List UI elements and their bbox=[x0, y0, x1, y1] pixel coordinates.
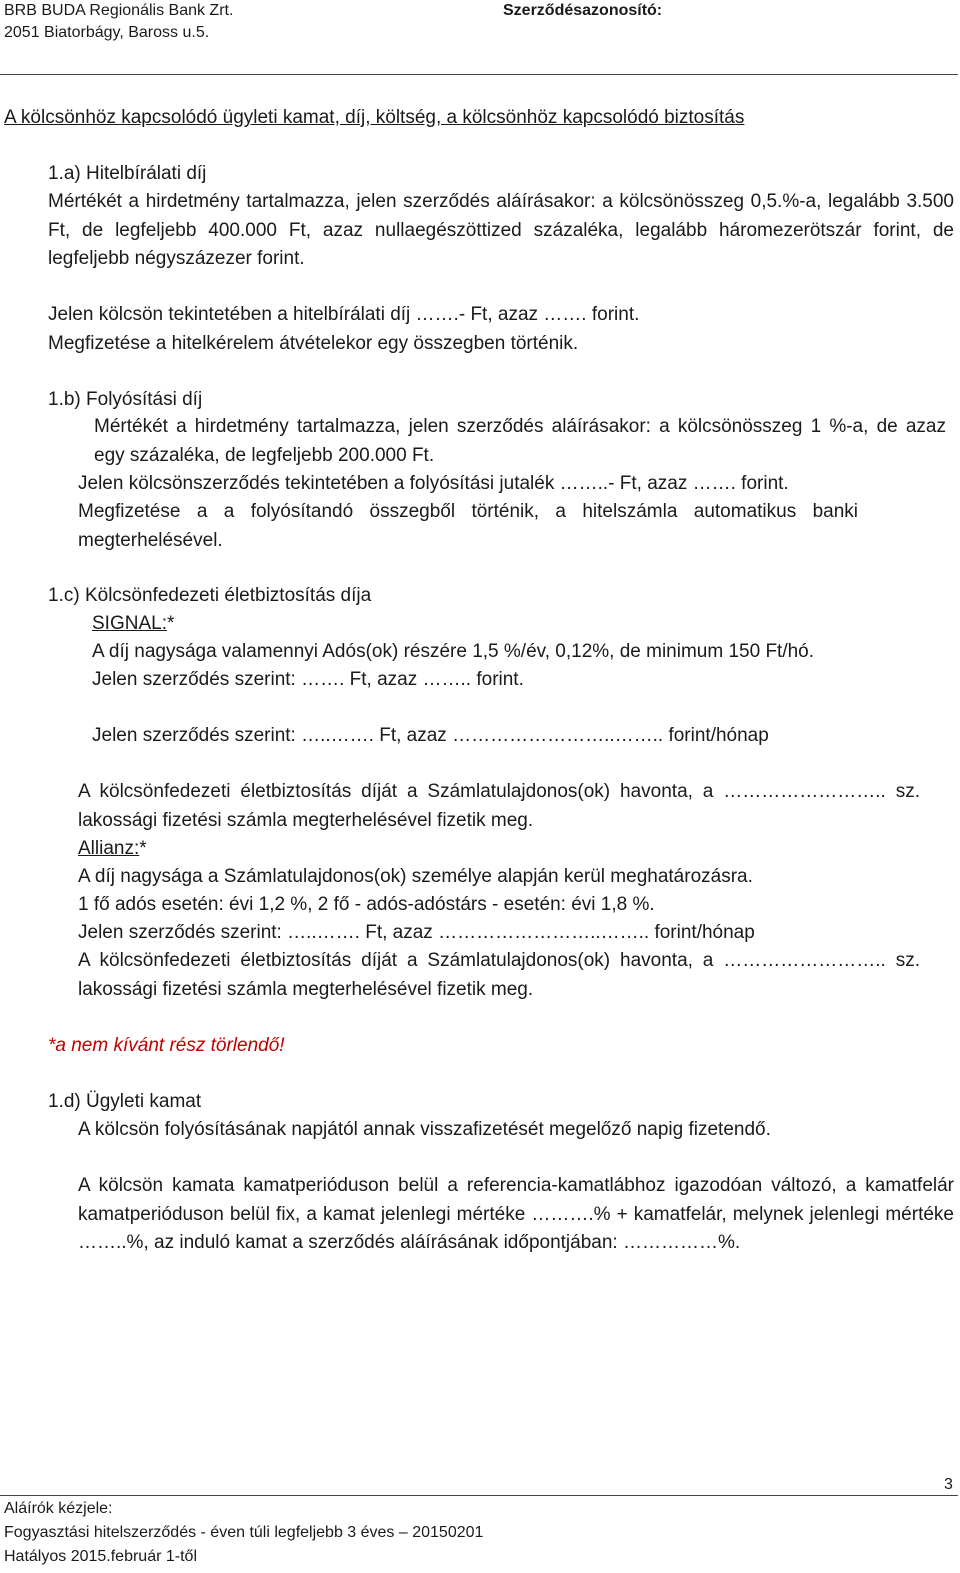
signal-contract-1: Jelen szerződés szerint: ……. Ft, azaz …….. forint. bbox=[92, 669, 524, 690]
signal-contract-2: Jelen szerződés szerint: …..……. Ft, azaz ……………………..…….. forint/hónap bbox=[92, 725, 769, 746]
allianz-block-label bbox=[78, 835, 147, 863]
signal-block-label bbox=[92, 610, 174, 638]
heading-1d: 1.d) Ügyleti kamat bbox=[48, 1091, 202, 1112]
bank-name: BRB BUDA Regionális Bank Zrt. bbox=[4, 2, 234, 19]
allianz-fee: A díj nagysága a Számlatulajdonos(ok) személye alapján kerül meghatározásra. bbox=[78, 866, 753, 887]
interest-payment-line: A kölcsön folyósításának napjától annak visszafizetését megelőző napig fizetendő. bbox=[78, 1119, 771, 1140]
payment-line-1a: Megfizetése a hitelkérelem átvételekor egy összegben történik. bbox=[48, 333, 579, 354]
desc-1b: Mértékét a hirdetmény tartalmazza, jelen szerződés aláírásakor: a kölcsönösszeg 1 %-a, de azaz egy százaléka, de legfeljebb 200.000 Ft. bbox=[94, 416, 946, 466]
bank-address: 2051 Biatorbágy, Baross u.5. bbox=[4, 24, 210, 41]
document-name: Fogyasztási hitelszerződés - éven túli legfeljebb 3 éves – 20150201 bbox=[4, 1524, 484, 1541]
allianz-label: Allianz: bbox=[78, 838, 140, 859]
heading-1c: 1.c) Kölcsönfedezeti életbiztosítás díja bbox=[48, 585, 372, 606]
signal-fee: A díj nagysága valamennyi Adós(ok) részére 1,5 %/év, 0,12%, de minimum 150 Ft/hó. bbox=[92, 641, 815, 662]
heading-1b: 1.b) Folyósítási díj bbox=[48, 389, 203, 410]
header-divider bbox=[0, 74, 958, 75]
payment-line-1b: Megfizetése a a folyósítandó összegből történik, a hitelszámla automatikus banki megterhelésével. bbox=[78, 501, 858, 551]
section-title: A kölcsönhöz kapcsolódó ügyleti kamat, díj, költség, a kölcsönhöz kapcsolódó biztosítás bbox=[4, 107, 745, 128]
removal-note: *a nem kívánt rész törlendő! bbox=[48, 1035, 285, 1056]
fee-line-1b: Jelen kölcsönszerződés tekintetében a folyósítási jutalék ……..- Ft, azaz ……. forint. bbox=[78, 473, 789, 494]
effective-date: Hatályos 2015.február 1-től bbox=[4, 1548, 197, 1565]
signal-payment: A kölcsönfedezeti életbiztosítás díját a Számlatulajdonos(ok) havonta, a …………………….. sz. lakossági fizetési számla megterhelésével fizetik meg. bbox=[78, 781, 920, 831]
fee-line-1a: Jelen kölcsön tekintetében a hitelbírálati díj …….- Ft, azaz ……. forint. bbox=[48, 304, 640, 325]
interest-text: A kölcsön kamata kamatperióduson belül a referencia-kamatlábhoz igazodóan változó, a kamatfelár kamatperióduson belül fix, a kamat jelenlegi mértéke ……….% + kamatfelár, melynek jelenlegi mértéke ……..%, az induló kamat a szerződés aláírásának időpontjában: ……………%. bbox=[78, 1175, 954, 1253]
desc-1a: Mértékét a hirdetmény tartalmazza, jelen szerződés aláírásakor: a kölcsönösszeg 0,5.%-a, legalább 3.500 Ft, de legfeljebb 400.000 Ft, azaz nullaegészöttized százaléka, legalább háromezerötszár forint, de legfeljebb négyszázezer forint. bbox=[48, 191, 954, 269]
signatures-label: Aláírók kézjele: bbox=[4, 1500, 113, 1517]
allianz-star: * bbox=[139, 838, 147, 859]
allianz-contract: Jelen szerződés szerint: …..……. Ft, azaz ……………………..…….. forint/hónap bbox=[78, 922, 755, 943]
allianz-rates: 1 fő adós esetén: évi 1,2 %, 2 fő - adós-adóstárs - esetén: évi 1,8 %. bbox=[78, 894, 655, 915]
signal-label: SIGNAL: bbox=[92, 613, 167, 634]
footer-divider bbox=[0, 1495, 958, 1496]
page-number: 3 bbox=[944, 1476, 953, 1493]
allianz-payment: A kölcsönfedezeti életbiztosítás díját a Számlatulajdonos(ok) havonta, a …………………….. sz. lakossági fizetési számla megterhelésével fizetik meg. bbox=[78, 950, 920, 1000]
signal-star: * bbox=[166, 613, 175, 634]
heading-1a: 1.a) Hitelbírálati díj bbox=[48, 163, 207, 184]
contract-id-label: Szerződésazonosító: bbox=[503, 2, 663, 19]
